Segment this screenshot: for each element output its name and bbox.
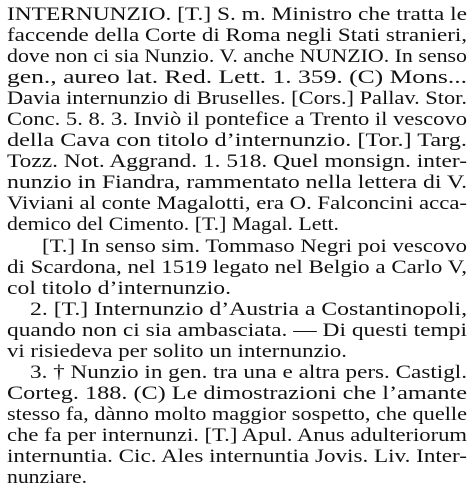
entry-line: nunzio in Fiandra, rammentato nella lettera di V. xyxy=(7,172,468,193)
entry-line: internuntia. Cic. Ales internuntia Jovis. Liv. Inter- xyxy=(7,446,467,467)
entry-line: Davia internunzio di Bruselles. [Cors.] Pallav. Stor. xyxy=(7,88,467,109)
entry-line: col titolo d’internunzio. xyxy=(7,278,232,299)
entry-line: stesso fa, dànno molto maggior sospetto, che quelle xyxy=(7,404,468,425)
entry-line: faccende della Corte di Roma negli Stati stranieri, xyxy=(7,25,468,46)
entry-line: quando non ci sia ambasciata. — Di questi tempi xyxy=(7,320,467,341)
entry-line: nunziare. xyxy=(7,467,88,488)
entry-line: INTERNUNZIO. [T.] S. m. Ministro che tratta le xyxy=(7,4,468,25)
entry-line: di Scardona, nel 1519 legato nel Belgio a Carlo V, xyxy=(7,257,467,278)
entry-line: 2. [T.] Internunzio d’Austria a Costantinopoli, xyxy=(30,299,468,320)
entry-line: gen., aureo lat. Red. Lett. 1. 359. (C) Mons... xyxy=(7,67,467,88)
entry-line: Conc. 5. 8. 3. Inviò il pontefice a Trento il vescovo xyxy=(7,109,468,130)
entry-line: Corteg. 188. (C) Le dimostrazioni che l’amante xyxy=(7,383,468,404)
entry-line: Tozz. Not. Aggrand. 1. 518. Quel monsign. inter- xyxy=(7,151,467,172)
entry-line: demico del Cimento. [T.] Magal. Lett. xyxy=(7,214,339,235)
entry-line: che fa per internunzi. [T.] Apul. Anus adulteriorum xyxy=(7,425,467,446)
entry-line: della Cava con titolo d’internunzio. [Tor.] Targ. xyxy=(7,130,467,151)
entry-line: vi risiedeva per solito un internunzio. xyxy=(7,341,348,362)
entry-line: dove non ci sia Nunzio. V. anche NUNZIO. In senso xyxy=(7,46,467,67)
entry-line: Viviani al conte Magalotti, era O. Falconcini acca- xyxy=(7,193,467,214)
entry-line: [T.] In senso sim. Tommaso Negri poi vescovo xyxy=(42,236,467,257)
entry-line: 3. † Nunzio in gen. tra una e altra pers. Castigl. xyxy=(30,362,467,383)
